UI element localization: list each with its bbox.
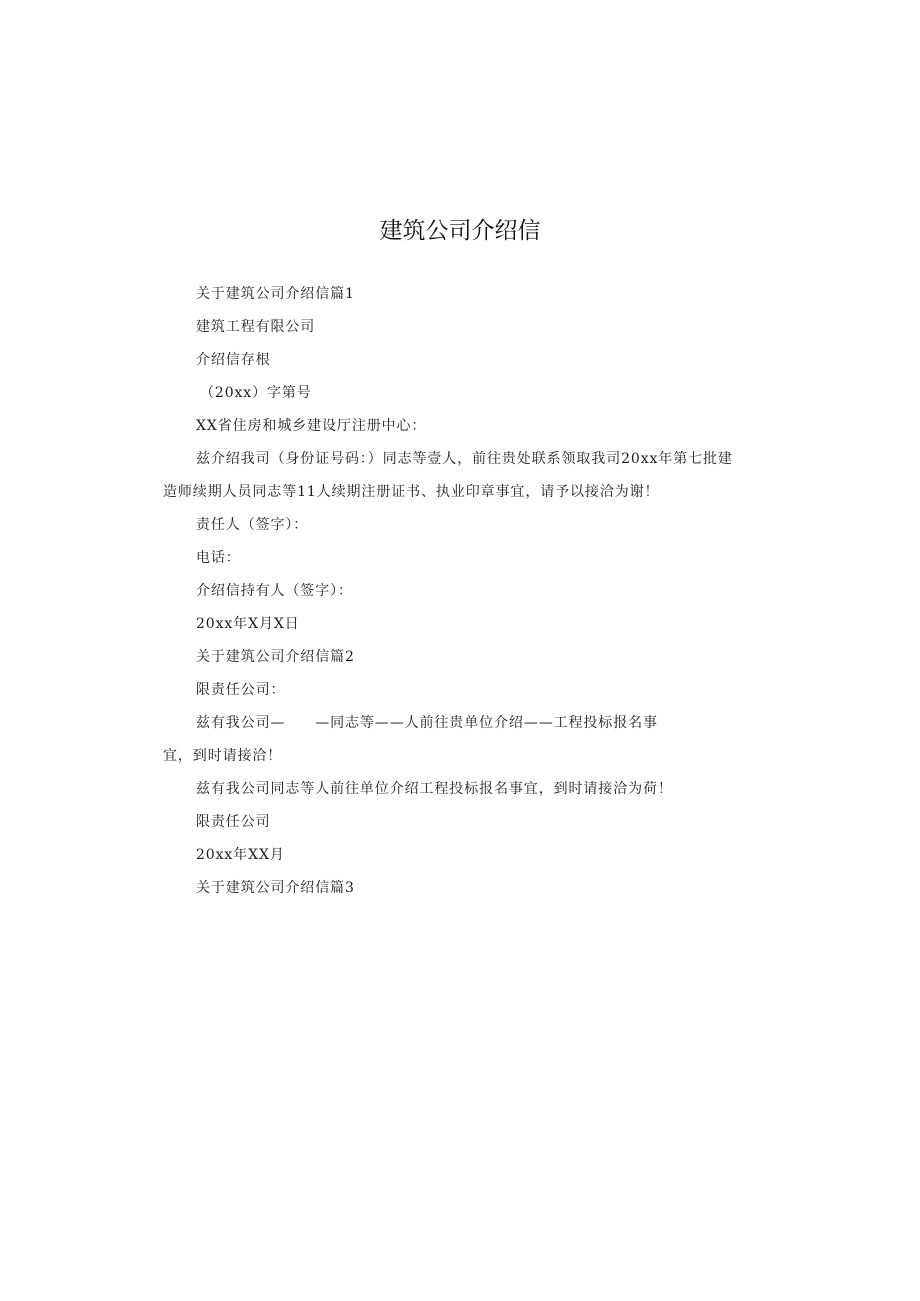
holder-signature-line: 介绍信持有人（签字）： — [196, 583, 353, 599]
stub-label-line: 介绍信存根 — [196, 352, 271, 368]
company-sign-line: 限责任公司 — [196, 814, 271, 830]
body-paragraph-line: 宜，到时请接洽！ — [163, 748, 283, 764]
body-paragraph-line: 造师续期人员同志等11人续期注册证书、执业印章事宜，请予以接洽为谢！ — [163, 484, 660, 500]
phone-line: 电话： — [196, 550, 241, 566]
recipient-line: XX省住房和城乡建设厅注册中心： — [196, 418, 427, 434]
reference-number-line: （20xx）字第号 — [200, 385, 312, 401]
date-line: 20xx年XX月 — [196, 847, 285, 863]
body-paragraph-line: 兹有我公司— —同志等——人前往贵单位介绍——工程投标报名事 — [196, 715, 658, 731]
section-heading-2: 关于建筑公司介绍信篇2 — [196, 649, 355, 665]
company-name-line: 建筑工程有限公司 — [196, 319, 316, 335]
document-title: 建筑公司介绍信 — [379, 218, 541, 244]
body-paragraph-line: 兹有我公司同志等人前往单位介绍工程投标报名事宜，到时请接洽为荷！ — [196, 781, 673, 797]
signatory-line: 责任人（签字）： — [196, 517, 309, 533]
date-line: 20xx年X月X日 — [196, 616, 300, 632]
recipient-line: 限责任公司： — [196, 682, 286, 698]
body-paragraph-line: 兹介绍我司（身份证号码：）同志等壹人，前往贵处联系领取我司20xx年第七批建 — [196, 451, 733, 467]
section-heading-1: 关于建筑公司介绍信篇1 — [196, 286, 355, 302]
section-heading-3: 关于建筑公司介绍信篇3 — [196, 880, 355, 896]
